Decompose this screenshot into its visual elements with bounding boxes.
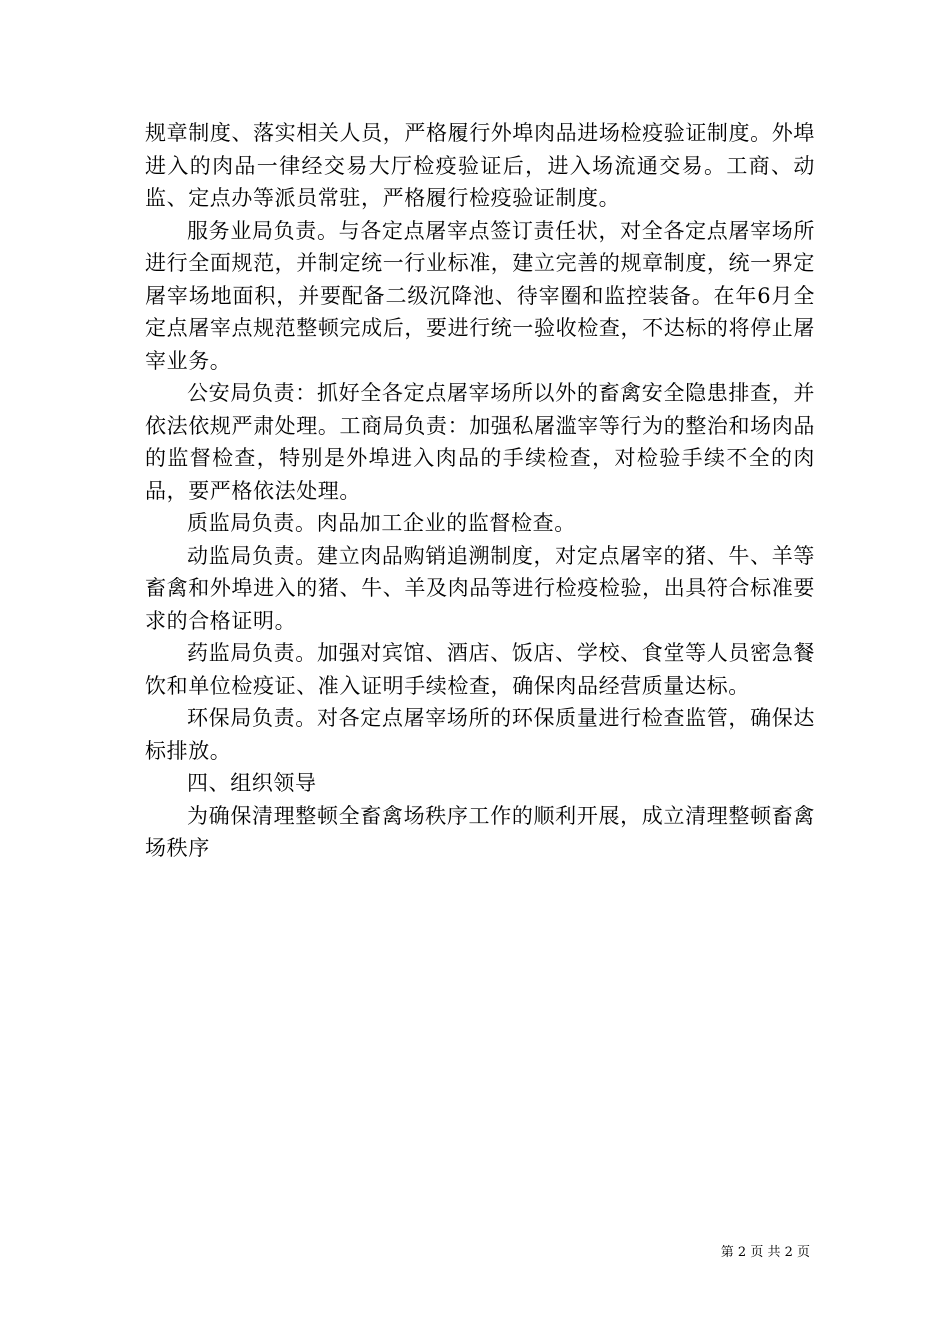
paragraph: 动监局负责。建立肉品购销追溯制度，对定点屠宰的猪、牛、羊等畜禽和外埠进入的猪、牛、羊及肉品等进行检疫检验，出具符合标准要求的合格证明。 [145, 543, 815, 633]
paragraph: 环保局负责。对各定点屠宰场所的环保质量进行检查监管，确保达标排放。 [145, 706, 815, 763]
paragraph: 规章制度、落实相关人员，严格履行外埠肉品进场检疫验证制度。外埠进入的肉品一律经交易大厅检疫验证后，进入场流通交易。工商、动监、定点办等派员常驻，严格履行检疫验证制度。 [145, 121, 815, 210]
paragraph: 为确保清理整顿全畜禽场秩序工作的顺利开展，成立清理整顿畜禽场秩序 [145, 803, 815, 860]
paragraph: 质监局负责。肉品加工企业的监督检查。 [187, 511, 576, 535]
page-number: 第 2 页 共 2 页 [720, 1245, 810, 1260]
paragraph: 服务业局负责。与各定点屠宰点签订责任状，对全各定点屠宰场所进行全面规范，并制定统一行业标准，建立完善的规章制度，统一界定屠宰场地面积，并要配备二级沉降池、待宰圈和监控装备。在年6月全定点屠宰点规范整顿完成后，要进行统一验收检查，不达标的将停止屠宰业务。 [145, 218, 815, 373]
section-heading: 四、组织领导 [187, 771, 317, 795]
document-body [145, 117, 815, 865]
paragraph: 药监局负责。加强对宾馆、酒店、饭店、学校、食堂等人员密急餐饮和单位检疫证、准入证明手续检查，确保肉品经营质量达标。 [145, 641, 815, 698]
paragraph: 公安局负责：抓好全各定点屠宰场所以外的畜禽安全隐患排查，并依法依规严肃处理。工商局负责：加强私屠滥宰等行为的整治和场肉品的监督检查，特别是外埠进入肉品的手续检查，对检验手续不全的肉品，要严格依法处理。 [145, 381, 815, 503]
